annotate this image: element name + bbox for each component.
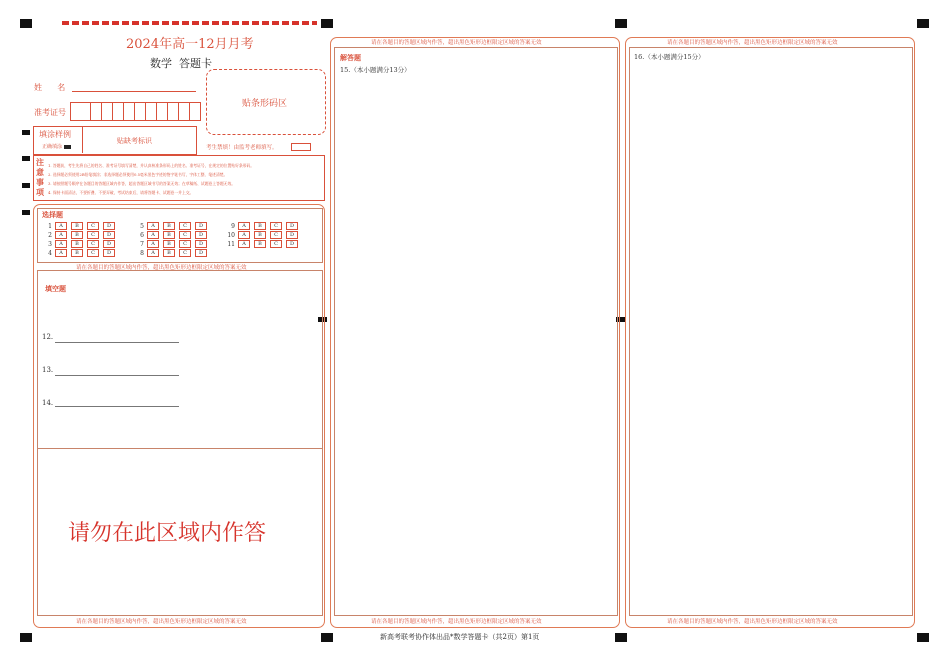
choice-title: 选择题 bbox=[42, 210, 63, 219]
absent-mark-label: 贴缺考标识 bbox=[117, 137, 152, 145]
notice-char: 项 bbox=[36, 187, 44, 197]
id-cell[interactable] bbox=[135, 102, 146, 121]
choice-option-bubble[interactable]: A bbox=[238, 240, 250, 248]
choice-option-bubble[interactable]: C bbox=[87, 231, 99, 239]
choice-option-bubble[interactable]: C bbox=[179, 240, 191, 248]
choice-option-bubble[interactable]: C bbox=[87, 240, 99, 248]
fill-answer-line-13[interactable] bbox=[55, 375, 179, 376]
choice-option-bubble[interactable]: C bbox=[179, 222, 191, 230]
registration-mark-bottom-right-a bbox=[615, 633, 627, 642]
choice-question-row bbox=[42, 222, 119, 230]
choice-option-bubble[interactable]: C bbox=[270, 222, 282, 230]
choice-option-bubble[interactable]: A bbox=[147, 231, 159, 239]
choice-option-bubble[interactable]: D bbox=[195, 240, 207, 248]
fill-section bbox=[37, 270, 323, 449]
registration-mark-bottom-right-b bbox=[917, 633, 929, 642]
side-mark-3 bbox=[22, 183, 30, 188]
notice-line: 2. 选择题必须使用2B铅笔填涂；非选择题必须使用0.5毫米黑色字迹的签字笔书写，字体工整、笔迹清楚。 bbox=[48, 172, 228, 177]
side-mark-2 bbox=[22, 156, 30, 161]
choice-option-bubble[interactable]: B bbox=[71, 222, 83, 230]
registration-mark-top-right-a bbox=[615, 19, 627, 28]
choice-question-number: 3 bbox=[48, 240, 52, 248]
choice-option-bubble[interactable]: B bbox=[254, 231, 266, 239]
answer-box-15[interactable] bbox=[334, 47, 618, 616]
subject-title: 数学 答题卡 bbox=[150, 57, 212, 70]
choice-option-bubble[interactable]: D bbox=[103, 222, 115, 230]
choice-option-bubble[interactable]: A bbox=[147, 249, 159, 257]
choice-option-bubble[interactable]: A bbox=[147, 240, 159, 248]
registration-mark-top-right-b bbox=[917, 19, 929, 28]
choice-option-bubble[interactable]: B bbox=[163, 249, 175, 257]
absent-checkbox[interactable] bbox=[291, 143, 311, 151]
warning-line-left-1: 请在各题目的答题区域内作答，超出黑色矩形边框限定区域的答案无效 bbox=[76, 265, 247, 271]
choice-question-row bbox=[42, 240, 119, 248]
answer-box-16[interactable] bbox=[629, 47, 913, 616]
fill-item-13 bbox=[42, 366, 53, 374]
no-answer-zone-text: 请勿在此区域内作答 bbox=[68, 521, 267, 546]
notice-char: 意 bbox=[36, 167, 44, 177]
notice-line: 3. 请按照题号顺序在各题目的答题区域内作答，超出答题区域书写的答案无效；在草稿纸、试题卷上答题无效。 bbox=[48, 181, 236, 186]
exam-title: 2024年高一12月月考 bbox=[126, 37, 254, 52]
choice-question-row bbox=[225, 231, 302, 239]
barcode-label: 贴条形码区 bbox=[242, 99, 288, 109]
id-cell[interactable] bbox=[124, 102, 135, 121]
choice-option-bubble[interactable]: D bbox=[103, 249, 115, 257]
sample-divider bbox=[82, 126, 83, 153]
choice-question-row bbox=[225, 222, 302, 230]
dashed-header-bar bbox=[62, 21, 317, 25]
choice-option-bubble[interactable]: A bbox=[55, 240, 67, 248]
choice-option-bubble[interactable]: D bbox=[103, 231, 115, 239]
id-cell[interactable] bbox=[179, 102, 190, 121]
choice-question-row bbox=[134, 222, 211, 230]
question-16-label: 16.（本小题满分15分） bbox=[634, 53, 705, 61]
choice-option-bubble[interactable]: A bbox=[238, 222, 250, 230]
choice-option-bubble[interactable]: C bbox=[179, 249, 191, 257]
choice-option-bubble[interactable]: A bbox=[55, 222, 67, 230]
choice-question-number: 2 bbox=[48, 231, 52, 239]
page-footer: 新高考联考协作体出品*数学答题卡（共2页）第1页 bbox=[380, 633, 540, 641]
absent-note-text: 考生禁填！由监考老师填写。 bbox=[206, 145, 278, 151]
choice-option-bubble[interactable]: B bbox=[254, 240, 266, 248]
choice-option-bubble[interactable]: D bbox=[103, 240, 115, 248]
choice-question-row bbox=[134, 231, 211, 239]
choice-option-bubble[interactable]: D bbox=[195, 222, 207, 230]
fill-item-number: 14. bbox=[42, 399, 54, 407]
choice-option-bubble[interactable]: D bbox=[195, 231, 207, 239]
id-label: 准考证号 bbox=[34, 108, 66, 117]
choice-question-number: 7 bbox=[140, 240, 144, 248]
registration-mark-bottom-mid bbox=[321, 633, 333, 642]
id-cell[interactable] bbox=[91, 102, 102, 121]
choice-question-row bbox=[42, 231, 119, 239]
notice-lines bbox=[48, 161, 320, 197]
id-cell[interactable] bbox=[102, 102, 113, 121]
choice-question-number: 5 bbox=[140, 222, 144, 230]
choice-question-row bbox=[134, 249, 211, 257]
absent-note bbox=[206, 143, 278, 151]
choice-option-bubble[interactable]: C bbox=[270, 231, 282, 239]
choice-option-bubble[interactable]: B bbox=[163, 231, 175, 239]
choice-option-bubble[interactable]: B bbox=[71, 240, 83, 248]
warning-line-right-bottom: 请在各题目的答题区域内作答，超出黑色矩形边框限定区域的答案无效 bbox=[667, 619, 838, 625]
warning-line-left-2: 请在各题目的答题区域内作答，超出黑色矩形边框限定区域的答案无效 bbox=[76, 619, 247, 625]
choice-option-bubble[interactable]: D bbox=[195, 249, 207, 257]
registration-mark-top-left bbox=[20, 19, 32, 28]
warning-line-mid-bottom: 请在各题目的答题区域内作答，超出黑色矩形边框限定区域的答案无效 bbox=[371, 619, 542, 625]
side-mark-1 bbox=[22, 130, 30, 135]
question-15-label: 15.（本小题满分13分） bbox=[340, 66, 411, 74]
choice-question-row bbox=[134, 240, 211, 248]
choice-option-bubble[interactable]: C bbox=[87, 249, 99, 257]
choice-option-bubble[interactable]: C bbox=[270, 240, 282, 248]
id-cell[interactable] bbox=[113, 102, 124, 121]
id-cell[interactable] bbox=[146, 102, 157, 121]
choice-question-number: 10 bbox=[227, 231, 235, 239]
choice-option-bubble[interactable]: D bbox=[286, 240, 298, 248]
id-cell[interactable] bbox=[157, 102, 168, 121]
fill-answer-line-14[interactable] bbox=[55, 406, 179, 407]
choice-option-bubble[interactable]: A bbox=[55, 231, 67, 239]
choice-option-bubble[interactable]: A bbox=[55, 249, 67, 257]
registration-mark-bottom-left bbox=[20, 633, 32, 642]
fill-answer-line-12[interactable] bbox=[55, 342, 179, 343]
registration-mark-top-mid bbox=[321, 19, 333, 28]
choice-question-row bbox=[225, 240, 302, 248]
choice-question-number: 4 bbox=[48, 249, 52, 257]
answer-title: 解答题 bbox=[340, 53, 361, 62]
id-cell[interactable] bbox=[80, 102, 91, 121]
choice-option-bubble[interactable]: B bbox=[163, 240, 175, 248]
notice-side-label bbox=[36, 157, 44, 197]
choice-question-number: 1 bbox=[48, 222, 52, 230]
correct-fill-label bbox=[42, 143, 71, 150]
choice-option-bubble[interactable]: B bbox=[254, 222, 266, 230]
warning-line-mid-top: 请在各题目的答题区域内作答，超出黑色矩形边框限定区域的答案无效 bbox=[371, 40, 542, 46]
fill-title: 填空题 bbox=[45, 284, 66, 293]
fill-item-number: 13. bbox=[42, 366, 54, 374]
notice-char: 注 bbox=[36, 157, 44, 167]
choice-question-row bbox=[42, 249, 119, 257]
fill-item-12 bbox=[42, 333, 53, 341]
fill-item-14 bbox=[42, 399, 53, 407]
warning-line-right-top: 请在各题目的答题区域内作答，超出黑色矩形边框限定区域的答案无效 bbox=[667, 40, 838, 46]
choice-option-bubble[interactable]: C bbox=[179, 231, 191, 239]
choice-question-number: 6 bbox=[140, 231, 144, 239]
side-mark-4 bbox=[22, 210, 30, 215]
choice-question-number: 9 bbox=[231, 222, 235, 230]
name-label: 姓 名 bbox=[34, 83, 66, 92]
choice-option-bubble[interactable]: C bbox=[87, 222, 99, 230]
choice-option-bubble[interactable]: D bbox=[286, 222, 298, 230]
choice-question-number: 11 bbox=[227, 240, 235, 248]
notice-char: 事 bbox=[36, 177, 44, 187]
fill-item-number: 12. bbox=[42, 333, 54, 341]
choice-option-bubble[interactable]: B bbox=[71, 249, 83, 257]
name-field[interactable] bbox=[72, 91, 196, 92]
notice-line: 4. 保持卡面清洁，不要折叠、不要弄破，考试结束后，请将答题卡、试题卷一并上交。 bbox=[48, 190, 194, 195]
id-cell[interactable] bbox=[168, 102, 179, 121]
choice-question-number: 8 bbox=[140, 249, 144, 257]
choice-option-bubble[interactable]: A bbox=[238, 231, 250, 239]
notice-line: 1. 答题前，考生先将自己的姓名、准考证号填写清楚，并认真核准条形码上的姓名、准考证号，在规定的位置贴好条形码。 bbox=[48, 163, 255, 168]
choice-option-bubble[interactable]: D bbox=[286, 231, 298, 239]
filled-bubble-icon bbox=[64, 145, 71, 149]
choice-option-bubble[interactable]: B bbox=[71, 231, 83, 239]
correct-fill-text: 正确填涂 bbox=[42, 144, 63, 150]
sample-title: 填涂样例 bbox=[39, 130, 71, 139]
choice-option-bubble[interactable]: A bbox=[147, 222, 159, 230]
choice-option-bubble[interactable]: B bbox=[163, 222, 175, 230]
